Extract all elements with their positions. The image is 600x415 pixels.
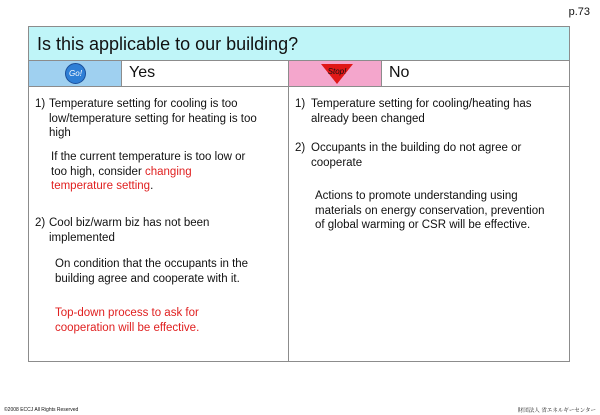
stop-badge (289, 61, 382, 86)
no-item2-text: Occupants in the building do not agree or cooperate (311, 142, 522, 169)
yes-note2-highlight: Top-down process to ask for cooperation will be effective. (55, 307, 200, 334)
page-title: Is this applicable to our building? (29, 27, 569, 61)
no-column (289, 61, 569, 361)
page-number: p.73 (568, 6, 590, 18)
no-body (289, 87, 569, 361)
no-note-text: Actions to promote understanding using materials on energy conservation, prevention of global warming or CSR will be effective. (315, 190, 545, 231)
yes-note2-text: On condition that the occupants in the building agree and cooperate with it. (55, 258, 249, 285)
no-header (289, 61, 569, 87)
yes-note1-end: . (150, 180, 154, 192)
yes-body (29, 87, 288, 361)
organization-logo: 財団法人 省エネルギーセンター (517, 408, 596, 414)
go-badge (29, 61, 122, 86)
yes-column (29, 61, 289, 361)
no-item1-text: Temperature setting for cooling/heating has already been changed (311, 98, 532, 125)
yes-note1-highlight: changing temperature setting (51, 165, 192, 192)
yes-item1-number: 1) (35, 98, 46, 110)
yes-note1-text: If the current temperature is too low or too high, consider (51, 151, 246, 178)
no-item1-number: 1) (295, 98, 306, 110)
yes-header (29, 61, 288, 87)
yes-label: Yes (129, 64, 156, 81)
no-label: No (389, 64, 410, 81)
yes-item2-text: Cool biz/warm biz has not been implemented (49, 217, 210, 244)
yes-item1-text: Temperature setting for cooling is too low/temperature setting for heating is too high (49, 98, 257, 139)
no-item2-number: 2) (295, 142, 306, 154)
go-icon: Go! (65, 63, 86, 84)
yes-note1 (51, 150, 251, 194)
stop-badge-text: Stop! (327, 67, 347, 76)
copyright: ©2008 ECCJ All Rights Reserved (4, 407, 79, 413)
applicability-table (28, 26, 570, 362)
yes-item2-number: 2) (35, 217, 46, 229)
